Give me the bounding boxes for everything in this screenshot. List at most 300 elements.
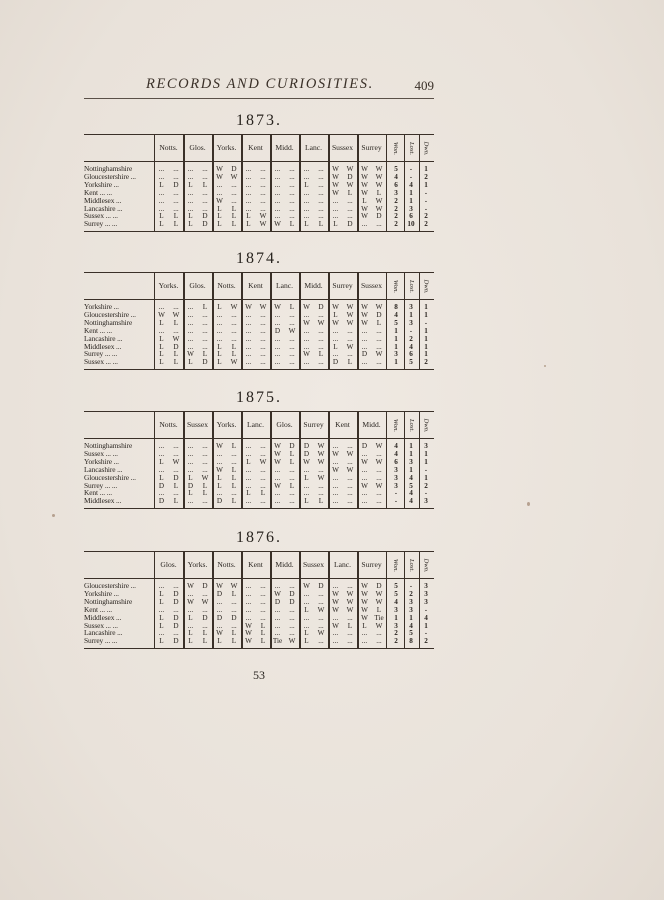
match-result: W — [303, 582, 310, 590]
match-result: ... — [303, 465, 310, 474]
match-result: W — [346, 597, 354, 606]
match-result: D — [318, 582, 324, 590]
match-result: ... — [347, 334, 353, 343]
match-result: ... — [245, 188, 252, 197]
match-result: D — [303, 442, 310, 450]
match-result: ... — [347, 629, 353, 638]
match-result: W — [172, 457, 180, 466]
total-lost: 4 — [409, 489, 413, 498]
match-result: D — [202, 212, 208, 221]
match-result: ... — [303, 196, 310, 205]
total-drawn: - — [424, 196, 428, 205]
year-heading: 1875. — [236, 389, 282, 406]
match-result: L — [188, 358, 193, 367]
match-result: W — [361, 180, 368, 189]
match-result: W — [332, 465, 339, 474]
paper-speck — [52, 514, 55, 517]
match-result: ... — [260, 465, 266, 474]
total-drawn: - — [424, 465, 428, 474]
match-result: W — [158, 310, 165, 319]
total-won: 3 — [394, 621, 398, 630]
match-result: W — [346, 310, 354, 319]
match-result: ... — [245, 310, 252, 319]
match-result: W — [317, 442, 325, 450]
county-name: Sussex ... ... — [84, 621, 118, 630]
match-result: ... — [158, 582, 165, 590]
match-result: D — [376, 582, 382, 590]
table-row — [84, 335, 434, 343]
match-result: ... — [260, 613, 266, 622]
match-result: ... — [202, 334, 208, 343]
match-result: L — [159, 621, 164, 630]
table-row — [84, 181, 434, 189]
match-result: ... — [303, 481, 310, 490]
match-result: Tie — [272, 637, 283, 646]
match-result: W — [375, 457, 383, 466]
table-row — [84, 442, 434, 450]
match-result: ... — [260, 334, 266, 343]
match-result: ... — [361, 497, 368, 506]
match-result: ... — [347, 350, 353, 359]
match-result: ... — [158, 196, 165, 205]
match-result: ... — [260, 204, 266, 213]
match-result: ... — [216, 489, 223, 498]
match-result: ... — [289, 465, 295, 474]
match-result: ... — [347, 637, 353, 646]
table-row — [84, 450, 434, 458]
match-result: W — [375, 180, 383, 189]
results-table — [84, 272, 434, 370]
match-result: ... — [260, 180, 266, 189]
match-result: ... — [158, 465, 165, 474]
match-result: ... — [202, 204, 208, 213]
match-result: ... — [274, 172, 281, 181]
match-result: W — [346, 342, 354, 351]
match-result: ... — [173, 605, 179, 614]
table-row — [84, 303, 434, 311]
match-result: W — [216, 196, 223, 205]
match-result: W — [332, 188, 339, 197]
total-won: 1 — [394, 326, 398, 335]
stat-header-label: Dwn. — [422, 557, 430, 573]
match-result: ... — [303, 334, 310, 343]
total-drawn: 1 — [424, 326, 428, 335]
table-row — [84, 622, 434, 630]
stat-header — [420, 413, 432, 437]
match-result: L — [217, 350, 222, 359]
total-lost: 5 — [409, 481, 413, 490]
match-result: ... — [361, 473, 368, 482]
table-header-row — [84, 135, 434, 162]
match-result: W — [317, 318, 325, 327]
county-name: Middlesex ... — [84, 196, 122, 205]
match-result: ... — [347, 442, 353, 450]
match-result: ... — [158, 449, 165, 458]
opponent-header: Yorks. — [216, 420, 237, 429]
county-name: Kent ... ... — [84, 489, 112, 498]
match-result: ... — [347, 204, 353, 213]
match-result: D — [173, 342, 179, 351]
match-result: W — [216, 172, 223, 181]
match-result: ... — [260, 172, 266, 181]
total-drawn: 1 — [424, 165, 428, 173]
county-name: Kent ... ... — [84, 188, 112, 197]
total-won: 3 — [394, 481, 398, 490]
match-result: ... — [245, 597, 252, 606]
total-drawn: 4 — [424, 613, 428, 622]
match-result: W — [332, 172, 339, 181]
match-result: ... — [303, 310, 310, 319]
match-result: L — [260, 629, 266, 638]
match-result: ... — [289, 188, 295, 197]
match-result: L — [333, 342, 338, 351]
total-won: 2 — [394, 629, 398, 638]
match-result: ... — [187, 334, 194, 343]
match-result: W — [375, 589, 383, 598]
match-result: ... — [245, 613, 252, 622]
match-result: ... — [158, 605, 165, 614]
match-result: ... — [231, 196, 237, 205]
match-result: ... — [245, 165, 252, 173]
match-result: ... — [274, 180, 281, 189]
total-lost: 3 — [409, 457, 413, 466]
match-result: ... — [187, 605, 194, 614]
match-result: ... — [361, 637, 368, 646]
opponent-header: Lanc. — [333, 560, 352, 569]
total-lost: 4 — [409, 180, 413, 189]
total-won: 5 — [394, 589, 398, 598]
match-result: ... — [231, 597, 237, 606]
match-result: ... — [361, 358, 368, 367]
match-result: W — [361, 481, 368, 490]
total-drawn: 3 — [424, 589, 428, 598]
match-result: ... — [332, 489, 339, 498]
match-result: ... — [187, 303, 194, 311]
total-won: 6 — [394, 457, 398, 466]
match-result: D — [216, 589, 223, 598]
match-result: L — [347, 358, 353, 367]
match-result: W — [332, 597, 339, 606]
match-result: ... — [231, 449, 237, 458]
match-result: ... — [347, 489, 353, 498]
total-drawn: 2 — [424, 481, 428, 490]
match-result: L — [159, 473, 164, 482]
match-result: W — [245, 637, 252, 646]
county-name: Lancashire ... — [84, 465, 123, 474]
match-result: ... — [245, 350, 252, 359]
stat-header-label: Won. — [392, 418, 400, 432]
match-result: ... — [158, 172, 165, 181]
year-heading: 1876. — [236, 529, 282, 546]
match-result: ... — [187, 442, 194, 450]
match-result: ... — [260, 188, 266, 197]
total-won: 5 — [394, 318, 398, 327]
match-result: ... — [332, 212, 339, 221]
match-result: ... — [187, 457, 194, 466]
table-row — [84, 212, 434, 220]
match-result: D — [173, 637, 179, 646]
match-result: L — [217, 212, 222, 221]
match-result: L — [231, 481, 237, 490]
match-result: L — [217, 637, 222, 646]
match-result: W — [375, 196, 383, 205]
match-result: ... — [173, 582, 179, 590]
match-result: D — [289, 442, 295, 450]
match-result: W — [259, 220, 267, 229]
match-result: W — [216, 165, 223, 173]
match-result: D — [274, 597, 281, 606]
match-result: ... — [318, 326, 324, 335]
match-result: ... — [376, 220, 382, 229]
match-result: L — [289, 449, 295, 458]
match-result: ... — [173, 165, 179, 173]
match-result: ... — [173, 489, 179, 498]
stat-header — [420, 136, 432, 160]
match-result: W — [332, 621, 339, 630]
total-lost: 4 — [409, 473, 413, 482]
match-result: L — [246, 457, 251, 466]
match-result: W — [361, 318, 368, 327]
match-result: ... — [274, 621, 281, 630]
match-result: D — [173, 589, 179, 598]
total-drawn: - — [424, 489, 428, 498]
county-name: Middlesex ... — [84, 497, 122, 506]
match-result: L — [246, 489, 251, 498]
match-result: W — [332, 449, 339, 458]
match-result: W — [274, 449, 281, 458]
opponent-header: Kent — [248, 143, 263, 152]
match-result: ... — [347, 481, 353, 490]
match-result: L — [188, 180, 193, 189]
folio: 53 — [253, 668, 265, 682]
match-result: L — [188, 629, 193, 638]
total-lost: - — [409, 582, 413, 590]
match-result: L — [304, 605, 309, 614]
match-result: L — [231, 442, 237, 450]
match-result: ... — [187, 165, 194, 173]
table-row — [84, 165, 434, 173]
match-result: ... — [187, 589, 194, 598]
match-result: ... — [332, 442, 339, 450]
match-result: L — [217, 481, 222, 490]
match-result: D — [318, 303, 324, 311]
match-result: W — [259, 303, 267, 311]
match-result: ... — [347, 212, 353, 221]
match-result: W — [259, 212, 267, 221]
match-result: ... — [158, 303, 165, 311]
match-result: ... — [303, 621, 310, 630]
match-result: L — [231, 629, 237, 638]
match-result: L — [304, 637, 309, 646]
match-result: L — [202, 637, 208, 646]
match-result: L — [173, 212, 179, 221]
match-result: W — [375, 165, 383, 173]
match-result: L — [159, 212, 164, 221]
stat-header — [390, 413, 402, 437]
stat-header — [405, 413, 417, 437]
match-result: ... — [361, 342, 368, 351]
table-row — [84, 358, 434, 366]
match-result: L — [231, 637, 237, 646]
match-result: ... — [260, 597, 266, 606]
match-result: ... — [202, 442, 208, 450]
match-result: W — [332, 180, 339, 189]
match-result: ... — [303, 358, 310, 367]
match-result: L — [159, 350, 164, 359]
total-lost: 2 — [409, 589, 413, 598]
table-row — [84, 189, 434, 197]
match-result: D — [173, 473, 179, 482]
table-row — [84, 489, 434, 497]
match-result: ... — [245, 172, 252, 181]
total-lost: 8 — [409, 637, 413, 646]
opponent-header: Surrey — [361, 560, 382, 569]
match-result: W — [361, 589, 368, 598]
match-result: ... — [173, 449, 179, 458]
match-result: W — [361, 597, 368, 606]
match-result: W — [303, 457, 310, 466]
match-result: D — [202, 613, 208, 622]
match-result: D — [347, 172, 353, 181]
match-result: ... — [260, 442, 266, 450]
match-result: ... — [318, 358, 324, 367]
match-result: ... — [173, 196, 179, 205]
match-result: ... — [289, 629, 295, 638]
match-result: L — [173, 481, 179, 490]
match-result: ... — [289, 621, 295, 630]
match-result: ... — [173, 442, 179, 450]
match-result: W — [317, 457, 325, 466]
match-result: L — [188, 613, 193, 622]
match-result: D — [231, 613, 237, 622]
match-result: L — [260, 637, 266, 646]
match-result: ... — [289, 582, 295, 590]
match-result: ... — [216, 326, 223, 335]
match-result: ... — [274, 489, 281, 498]
match-result: W — [332, 303, 339, 311]
match-result: L — [173, 358, 179, 367]
total-won: 1 — [394, 358, 398, 367]
table-row — [84, 482, 434, 490]
match-result: W — [201, 473, 209, 482]
match-result: ... — [376, 326, 382, 335]
match-result: L — [217, 303, 222, 311]
match-result: L — [202, 303, 208, 311]
match-result: W — [201, 597, 209, 606]
match-result: ... — [260, 589, 266, 598]
match-result: D — [231, 165, 237, 173]
match-result: W — [172, 310, 180, 319]
table-header-row — [84, 552, 434, 579]
match-result: ... — [202, 188, 208, 197]
match-result: ... — [318, 172, 324, 181]
match-result: ... — [187, 497, 194, 506]
match-result: W — [274, 589, 281, 598]
match-result: W — [303, 350, 310, 359]
match-result: ... — [303, 613, 310, 622]
match-result: ... — [289, 180, 295, 189]
match-result: ... — [202, 196, 208, 205]
match-result: ... — [376, 342, 382, 351]
match-result: ... — [274, 473, 281, 482]
total-lost: - — [409, 165, 413, 173]
match-result: ... — [173, 629, 179, 638]
match-result: W — [216, 629, 223, 638]
match-result: W — [274, 220, 281, 229]
match-result: D — [173, 180, 179, 189]
county-name: Yorkshire ... — [84, 589, 119, 598]
match-result: ... — [260, 326, 266, 335]
total-lost: 3 — [409, 318, 413, 327]
match-result: ... — [216, 457, 223, 466]
match-result: ... — [361, 629, 368, 638]
total-drawn: 1 — [424, 621, 428, 630]
opponent-header: Lanc. — [304, 143, 323, 152]
match-result: ... — [361, 489, 368, 498]
match-result: ... — [202, 497, 208, 506]
match-result: ... — [274, 318, 281, 327]
match-result: ... — [260, 342, 266, 351]
paper-speck — [527, 502, 530, 506]
match-result: D — [173, 597, 179, 606]
match-result: W — [346, 589, 354, 598]
match-result: W — [361, 165, 368, 173]
match-result: ... — [303, 165, 310, 173]
match-result: W — [346, 318, 354, 327]
total-won: 4 — [394, 442, 398, 450]
stat-header-label: Lost. — [407, 141, 415, 155]
match-result: ... — [303, 597, 310, 606]
match-result: ... — [245, 334, 252, 343]
match-result: ... — [332, 334, 339, 343]
match-result: L — [304, 220, 309, 229]
match-result: ... — [332, 629, 339, 638]
county-name: Lancashire ... — [84, 334, 123, 343]
match-result: ... — [245, 589, 252, 598]
match-result: L — [159, 597, 164, 606]
county-name: Middlesex ... — [84, 613, 122, 622]
match-result: L — [289, 303, 295, 311]
match-result: ... — [361, 465, 368, 474]
opponent-header: Glos. — [189, 143, 206, 152]
stat-header — [390, 274, 402, 298]
county-name: Surrey ... ... — [84, 220, 118, 229]
match-result: ... — [173, 326, 179, 335]
total-drawn: - — [424, 188, 428, 197]
match-result: D — [187, 481, 194, 490]
match-result: D — [202, 220, 208, 229]
table-row — [84, 205, 434, 213]
stat-header — [420, 553, 432, 577]
opponent-header: Notts. — [217, 281, 236, 290]
match-result: D — [173, 621, 179, 630]
match-result: ... — [202, 165, 208, 173]
match-result: ... — [274, 582, 281, 590]
stat-header-label: Won. — [392, 141, 400, 155]
total-won: 4 — [394, 172, 398, 181]
match-result: W — [230, 303, 238, 311]
match-result: L — [289, 457, 295, 466]
match-result: ... — [173, 465, 179, 474]
total-won: 2 — [394, 212, 398, 221]
match-result: W — [187, 582, 194, 590]
match-result: ... — [376, 465, 382, 474]
match-result: D — [216, 497, 223, 506]
match-result: ... — [158, 204, 165, 213]
match-result: ... — [245, 582, 252, 590]
county-name: Gloucestershire ... — [84, 582, 136, 590]
match-result: W — [259, 457, 267, 466]
